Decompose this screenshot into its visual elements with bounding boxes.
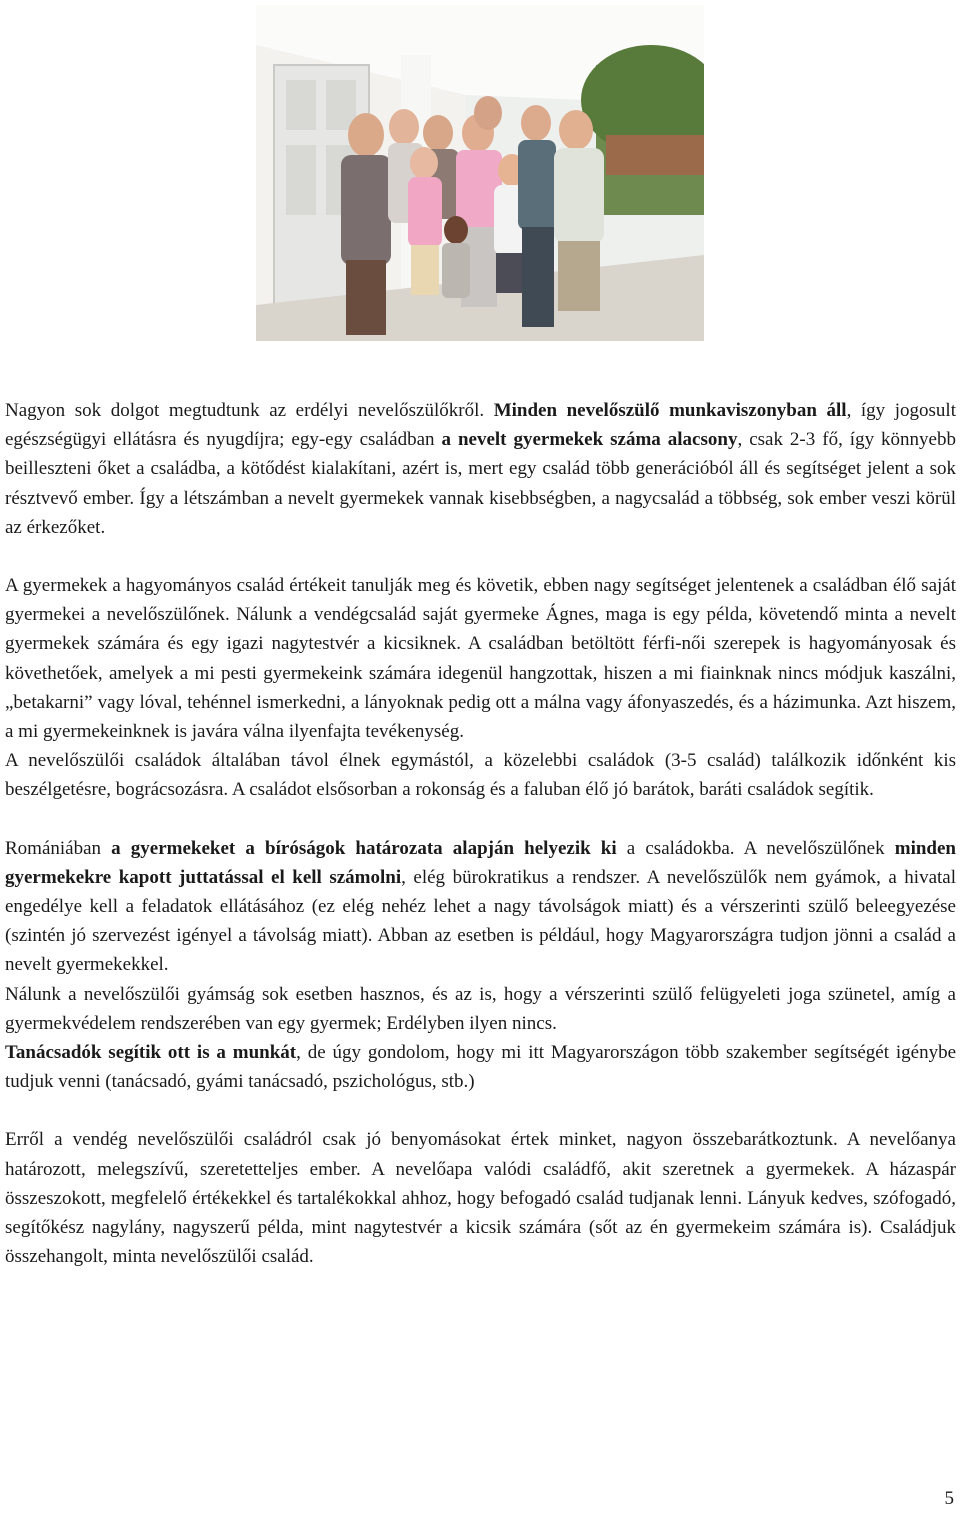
paragraph-1: [5, 396, 956, 542]
paragraph-4: [5, 834, 956, 980]
text-span: , csak 2-3 fő, így könnyebb beilleszteni őket a családba, a kötődést kialakítani, azért is, mert egy család több generációból áll és segítséget jelent a sok résztvevő ember. Így a létszámban a nevelt gyermekek vannak kisebbségben, a nagycsalád a többség, sok ember veszi körül az érkezőket.: [5, 429, 956, 538]
text-span: Romániában: [5, 837, 112, 859]
bold-text: a nevelt gyermekek száma alacsony: [441, 429, 738, 451]
text-span: , így jogosult egészségügyi ellátásra és nyugdíjra; egy-egy családban: [5, 400, 956, 451]
text-span: , elég bürokratikus a rendszer. A nevelőszülők nem gyámok, a hivatal engedélye kell a feladatok ellátásához (ez elég nehéz lehet a nagy távolságok miatt) és a vérszerinti szülő beleegyezése (szintén jó szervezést igényel a távolság miatt). Abban az esetben is például, hogy Magyarországra tudjon jönni a család a nevelt gyermekekkel.: [5, 866, 957, 976]
text-span: Nagyon sok dolgot megtudtunk az erdélyi nevelőszülőkről.: [5, 400, 494, 421]
page-number: 5: [944, 1488, 954, 1509]
bold-text: Tanácsadók segítik ott is a munkát: [5, 1042, 297, 1064]
paragraph-6: [5, 1038, 956, 1096]
family-photo: [256, 5, 704, 341]
text-span: a családokba. A nevelőszülőnek: [616, 837, 895, 859]
paragraph-3: A nevelőszülői családok általában távol élnek egymástól, a közelebbi családok (3-5 család) találkozik időnként kis beszélgetésre, bográcsozásra. A családot elsősorban a rokonság és a faluban élő jó barátok, baráti családok segítik.: [5, 750, 956, 801]
bold-text: a gyermekeket a bíróságok határozata alapján helyezik ki: [111, 837, 617, 859]
bold-text: Minden nevelőszülő munkaviszonyban áll: [493, 400, 847, 421]
text-span: , de úgy gondolom, hogy mi itt Magyarországon több szakember segítségét igénybe tudjuk venni (tanácsadó, gyámi tanácsadó, pszichológus, stb.): [5, 1042, 957, 1093]
paragraph-5: Nálunk a nevelőszülői gyámság sok esetben hasznos, és az is, hogy a vérszerinti szülő felügyeleti joga szünetel, amíg a gyermekvédelem rendszerében van egy gyermek; Erdélyben ilyen nincs.: [5, 983, 956, 1034]
body-text: [5, 396, 956, 1271]
paragraph-2: A gyermekek a hagyományos család értékeit tanulják meg és követik, ebben nagy segítséget jelentenek a családban élő saját gyermekei a nevelőszülőnek. Nálunk a vendégcsalád saját gyermeke Ágnes, maga is egy példa, követendő minta a nevelt gyermekek számára és egy igazi nagytestvér a kicsiknek. A családban betöltött férfi-női szerepek is hagyományosak és követhetőek, amelyek a mi pesti gyermekeink számára idegenül hangzottak, hiszen a mi fiainknak nincs módjuk kaszálni, „betakarni” vagy lóval, tehénnel ismerkedni, a lányoknak pedig ott a málna vagy áfonyaszedés, és a házimunka. Azt hiszem, a mi gyermekeinknek is javára válna ilyenfajta tevékenység.: [5, 575, 956, 743]
paragraph-7: Erről a vendég nevelőszülői családról csak jó benyomásokat értek minket, nagyon összebarátkoztunk. A nevelőanya határozott, melegszívű, szeretetteljes ember. A nevelőapa valódi családfő, akit szeretnek a gyermekek. A házaspár összeszokott, megfelelő értékekkel és tartalékokkal ahhoz, hogy befogadó család tudjanak lenni. Lányuk kedves, szófogadó, segítőkész nagylány, nagyszerű példa, mint nagytestvér a kicsik számára (sőt az én gyermekeim számára is). Családjuk összehangolt, minta nevelőszülői család.: [5, 1129, 956, 1268]
bold-text: minden gyermekekre kapott juttatással el kell számolni: [5, 837, 956, 888]
